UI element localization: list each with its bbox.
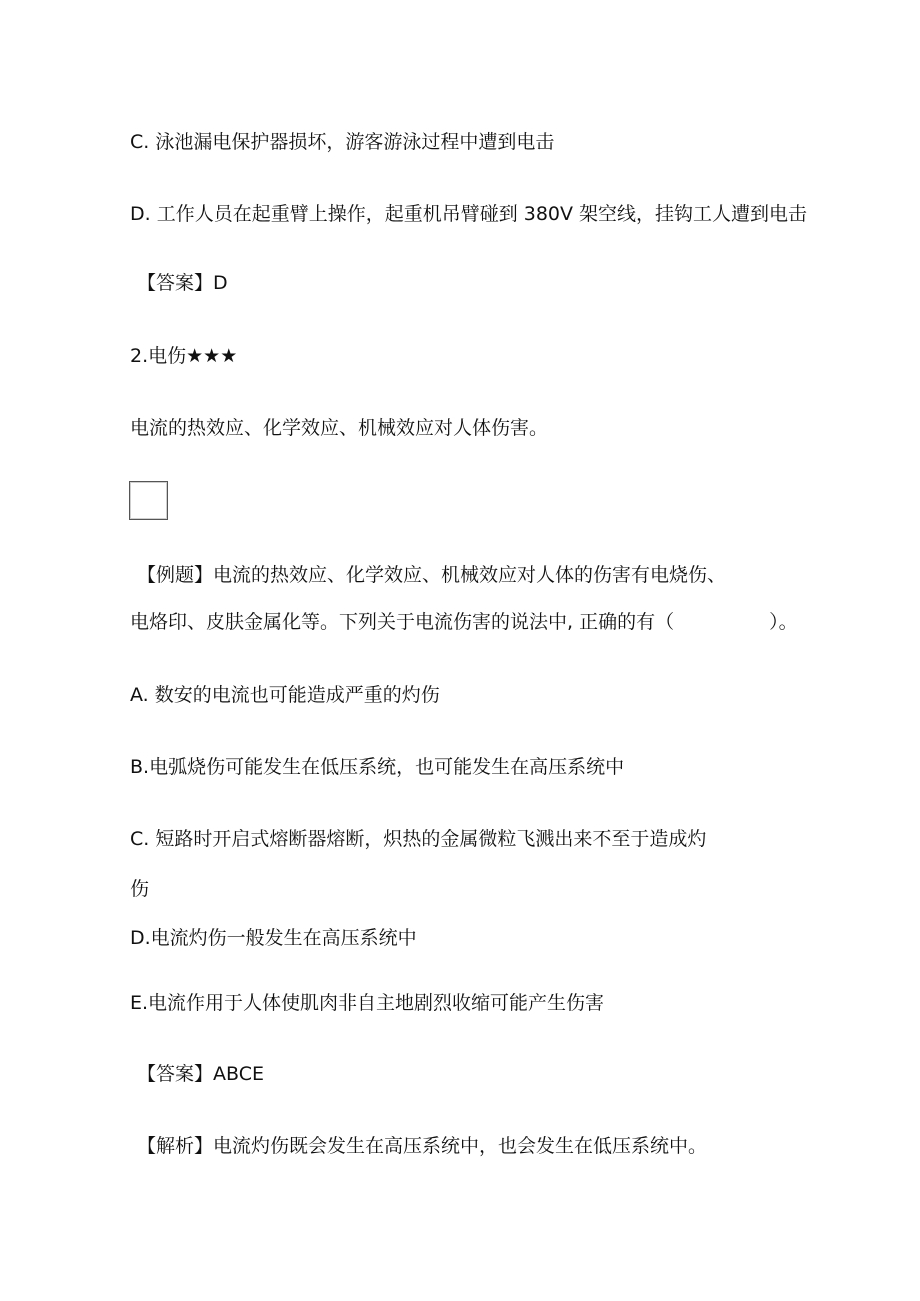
option-d-line: D. 工作人员在起重臂上操作，起重机吊臂碰到 380V 架空线，挂钩工人遭到电击 — [130, 203, 808, 225]
option-a-line: A. 数安的电流也可能造成严重的灼伤 — [130, 684, 440, 706]
option-e-line: E.电流作用于人体使肌肉非自主地剧烈收缩可能产生伤害 — [130, 992, 605, 1014]
analysis-line: 【解析】电流灼伤既会发生在高压系统中，也会发生在低压系统中。 — [137, 1135, 708, 1157]
option-c-line-1: C. 短路时开启式熔断器熔断，炽热的金属微粒飞溅出来不至于造成灼 — [130, 828, 707, 850]
section-text: 电流的热效应、化学效应、机械效应对人体伤害。 — [130, 417, 549, 439]
example-question-line-1: 【例题】电流的热效应、化学效应、机械效应对人体的伤害有电烧伤、 — [137, 564, 727, 586]
example-question-line-2: 电烙印、皮肤金属化等。下列关于电流伤害的说法中, 正确的有（ ）。 — [130, 611, 798, 633]
option-d-line-2: D.电流灼伤一般发生在高压系统中 — [130, 927, 417, 949]
option-c-line-2: 伤 — [130, 878, 150, 900]
answer-line: 【答案】D — [137, 272, 228, 294]
section-heading: 2.电伤★★★ — [130, 345, 238, 367]
option-c-line: C. 泳池漏电保护器损坏，游客游泳过程中遭到电击 — [130, 131, 555, 153]
image-placeholder — [129, 481, 168, 520]
option-b-line: B.电弧烧伤可能发生在低压系统，也可能发生在高压系统中 — [130, 756, 625, 778]
answer-line-2: 【答案】ABCE — [137, 1063, 264, 1085]
